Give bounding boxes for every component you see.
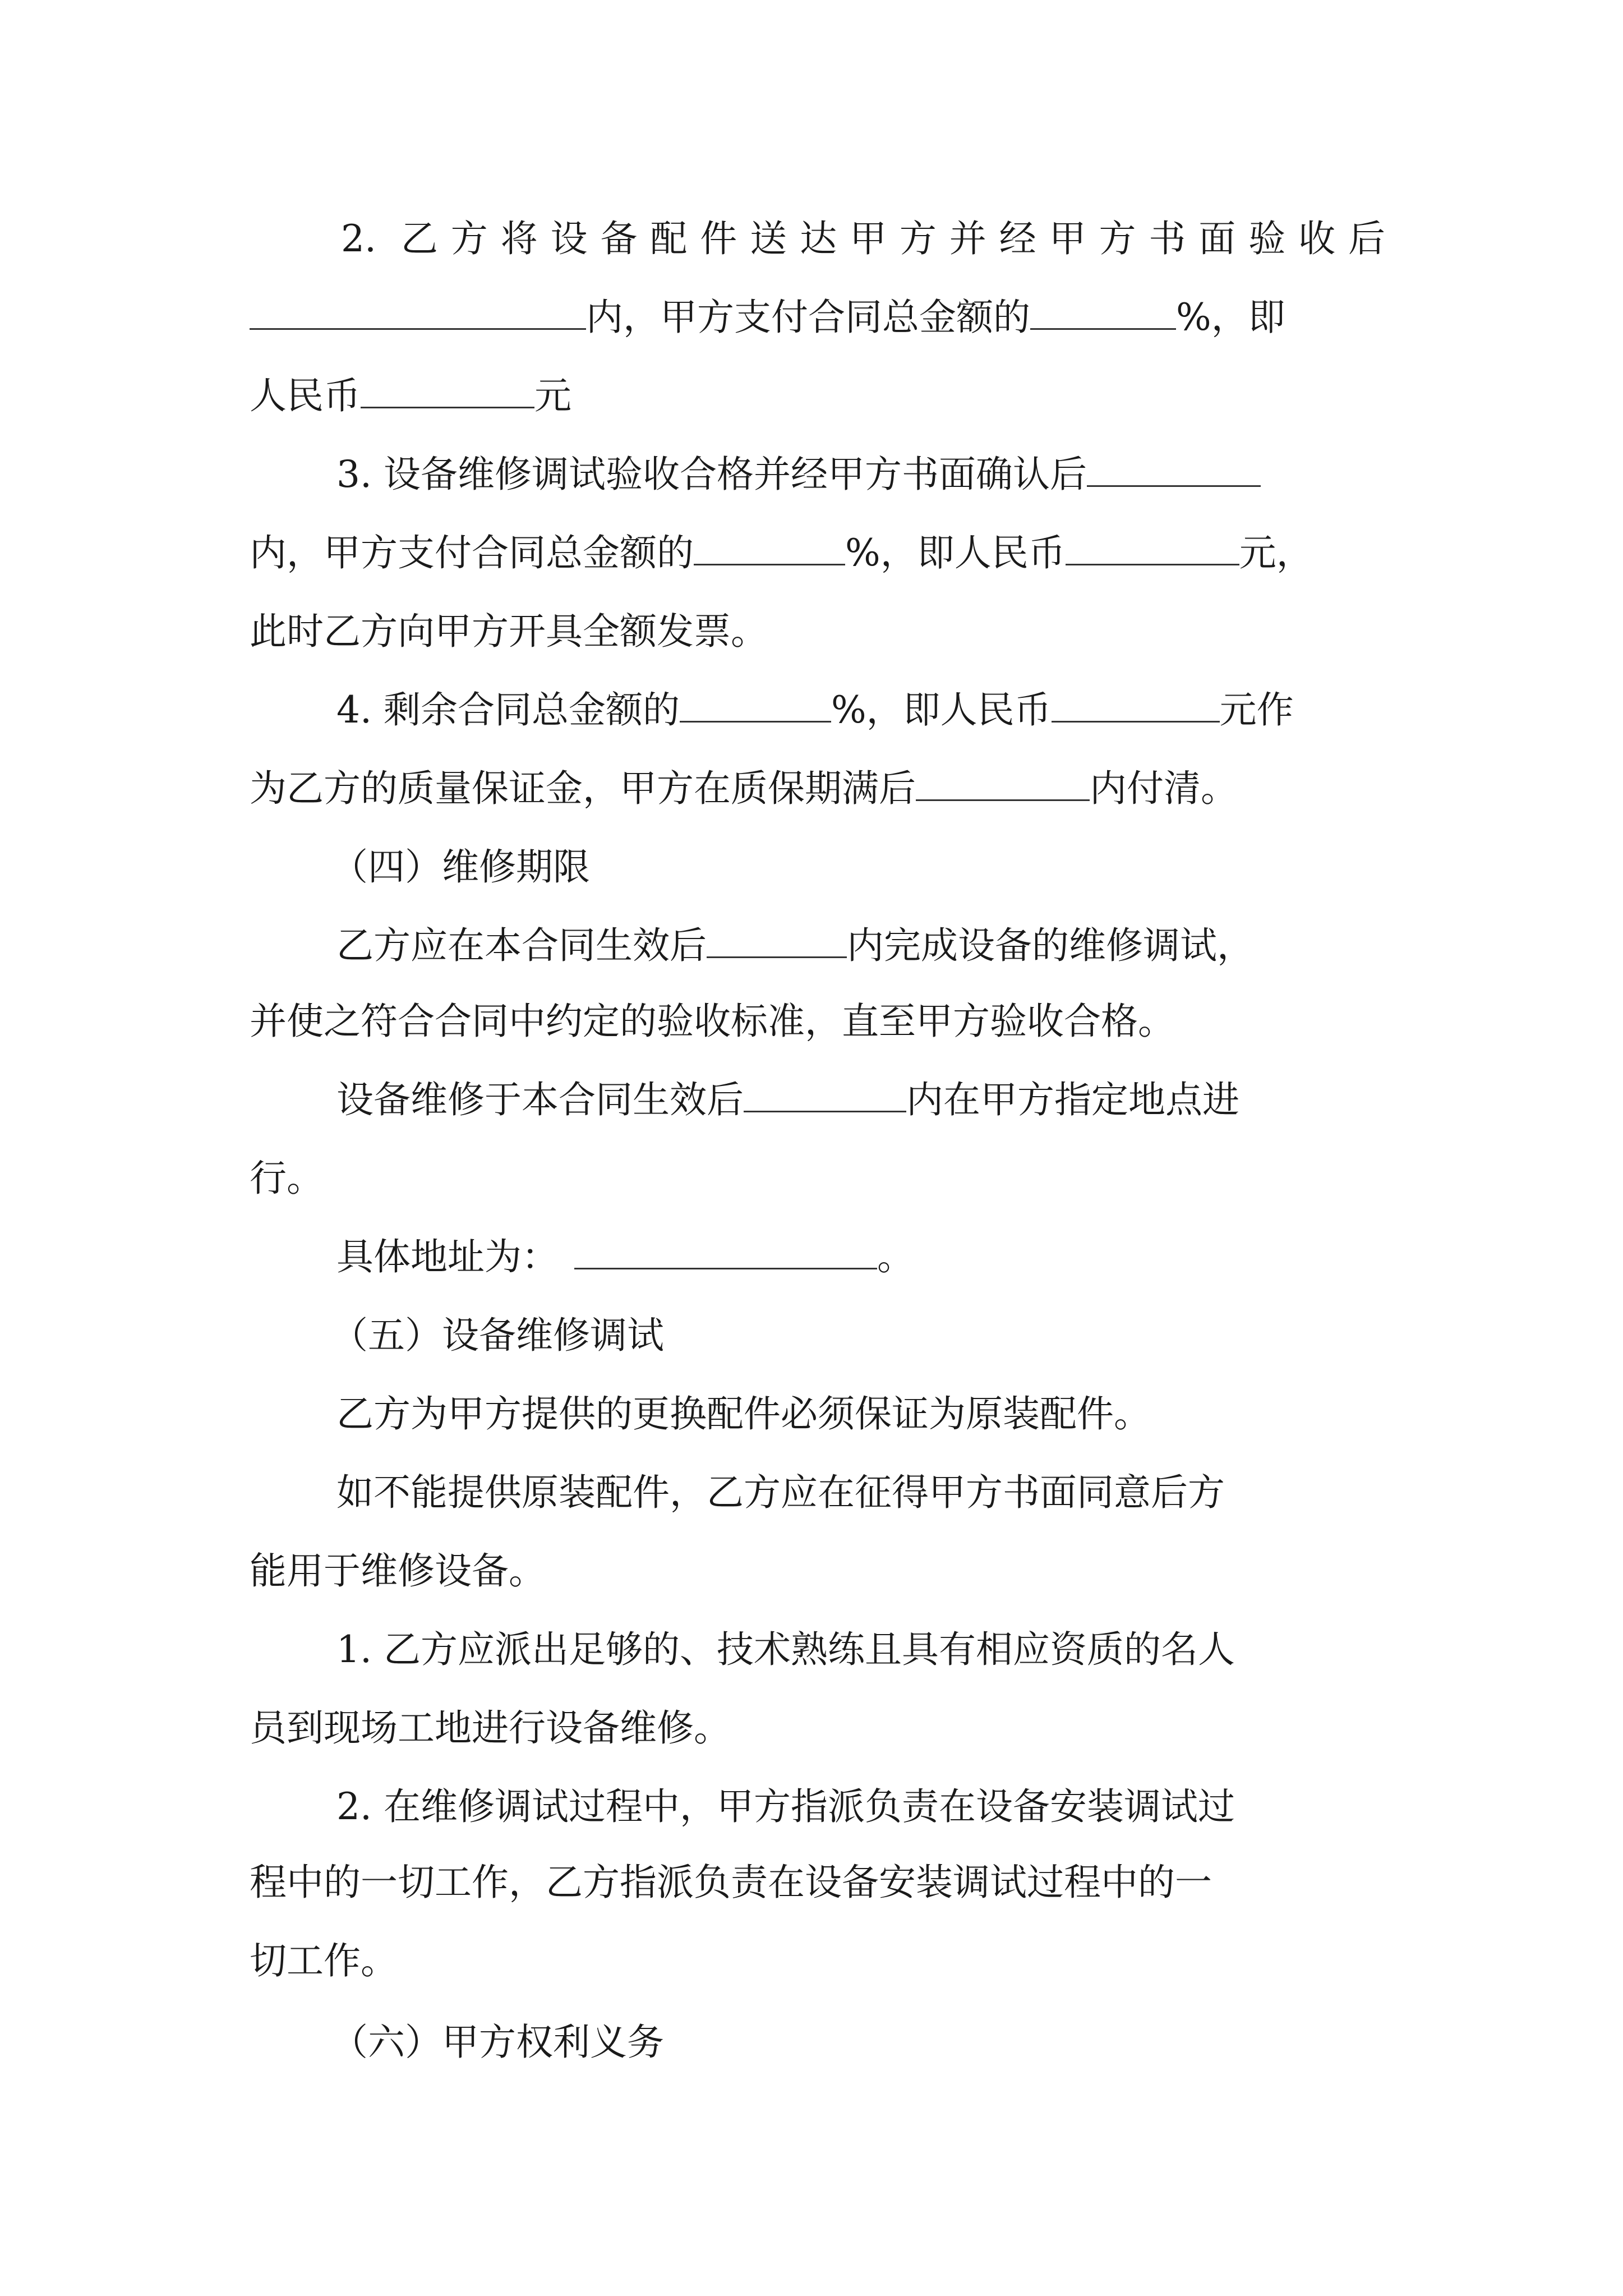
text-line: 程中的一切工作，乙方指派负责在设备安装调试过程中的一 bbox=[250, 1861, 1212, 1904]
text-line: 切工作。 bbox=[250, 1939, 398, 1982]
text-line: 内，甲方支付合同总金额的 %，即 bbox=[250, 292, 1285, 343]
blank-field[interactable] bbox=[1052, 687, 1220, 723]
text-line: 为乙方的质量保证金，甲方在质保期满后 内付清。 bbox=[250, 767, 1238, 810]
blank-field[interactable] bbox=[1087, 452, 1261, 487]
text-line: 此时乙方向甲方开具全额发票。 bbox=[250, 610, 768, 653]
blank-field[interactable] bbox=[250, 295, 586, 330]
text-line: 人民币 元 bbox=[250, 374, 571, 417]
section-heading: （四）维修期限 bbox=[331, 845, 590, 889]
text-line: 员到现场工地进行设备维修。 bbox=[250, 1706, 731, 1750]
text-line: 1. 乙方应派出足够的、技术熟练且具有相应资质的名人 bbox=[336, 1628, 1235, 1671]
text-line: 能用于维修设备。 bbox=[250, 1549, 546, 1593]
text-line: 并使之符合合同中约定的验收标准，直至甲方验收合格。 bbox=[250, 1000, 1175, 1043]
text-line: 如不能提供原装配件，乙方应在征得甲方书面同意后方 bbox=[336, 1471, 1225, 1514]
blank-field[interactable] bbox=[1030, 295, 1176, 330]
text-line: 行。 bbox=[250, 1157, 324, 1200]
text-line: 设备维修于本合同生效后 内在甲方指定地点进 bbox=[336, 1078, 1239, 1121]
text-line: 内，甲方支付合同总金额的 %，即人民币 元， bbox=[250, 531, 1313, 574]
text-line: 2. 乙方将设备配件送达甲方并经甲方书面验收后 bbox=[341, 217, 1385, 260]
text-line: 乙方应在本合同生效后 内完成设备的维修调试， bbox=[336, 924, 1254, 967]
blank-field[interactable] bbox=[744, 1077, 906, 1112]
text-line: 3. 设备维修调试验收合格并经甲方书面确认后 bbox=[336, 449, 1261, 500]
blank-field[interactable] bbox=[916, 766, 1090, 801]
blank-field[interactable] bbox=[361, 373, 534, 408]
blank-field[interactable] bbox=[680, 687, 831, 723]
section-heading: （六）甲方权利义务 bbox=[331, 2021, 664, 2064]
text-line: 具体地址为： 。 bbox=[336, 1235, 914, 1278]
section-heading: （五）设备维修调试 bbox=[331, 1314, 664, 1357]
blank-field[interactable] bbox=[1066, 530, 1239, 565]
blank-field[interactable] bbox=[694, 530, 845, 565]
address-blank-field[interactable] bbox=[574, 1234, 877, 1269]
text-line: 2. 在维修调试过程中，甲方指派负责在设备安装调试过 bbox=[336, 1785, 1235, 1828]
blank-field[interactable] bbox=[707, 923, 847, 958]
text-line: 4. 剩余合同总金额的 %，即人民币 元作 bbox=[336, 688, 1294, 731]
text-line: 乙方为甲方提供的更换配件必须保证为原装配件。 bbox=[336, 1392, 1151, 1435]
